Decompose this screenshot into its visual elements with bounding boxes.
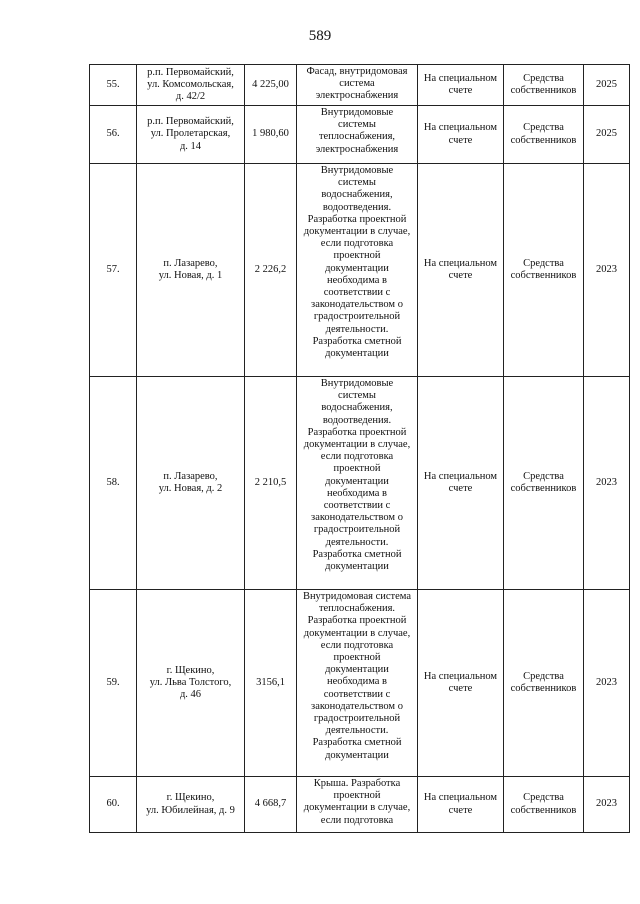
source-line: Средства — [523, 792, 564, 804]
address-line: ул. Комсомольская, — [147, 78, 234, 90]
work-line: Крыша. Разработка — [313, 778, 401, 789]
source-line: собственников — [510, 804, 577, 816]
account-cell — [418, 65, 504, 106]
account-line: На специальном — [423, 470, 498, 482]
area-cell: 2 226,2 — [245, 164, 297, 377]
address-line: д. 42/2 — [175, 91, 206, 103]
row-number-cell: 57. — [90, 164, 137, 377]
work-line: если подготовка — [320, 814, 394, 826]
work-line: Разработка проектной — [307, 426, 407, 438]
account-line: На специальном — [423, 792, 498, 804]
account-cell — [418, 164, 504, 377]
work-line: документации — [325, 262, 389, 274]
address-line: п. Лазарево, — [163, 470, 218, 482]
address-line: ул. Льва Толстого, — [149, 676, 232, 688]
source-line: собственников — [510, 85, 577, 96]
work-line: необходима в — [326, 676, 388, 688]
area-cell: 3156,1 — [245, 590, 297, 777]
year-cell: 2023 — [584, 777, 630, 833]
address-line: д. 14 — [179, 140, 202, 152]
funding-source-cell — [504, 377, 584, 590]
address-line: г. Щекино, — [166, 792, 215, 804]
work-line: Фасад, внутридомовая — [306, 66, 408, 77]
account-cell — [418, 377, 504, 590]
account-cell — [418, 106, 504, 164]
work-line: документации — [325, 475, 389, 487]
work-line: документации в случае, — [303, 802, 411, 814]
work-line: законодательством о — [311, 299, 403, 311]
address-line: ул. Пролетарская, — [150, 128, 231, 140]
work-line: системы — [338, 119, 376, 131]
table-row — [90, 777, 630, 833]
table-row — [90, 377, 630, 590]
work-line: электроснабжения — [315, 143, 399, 155]
table-row — [90, 106, 630, 164]
account-line: счете — [448, 270, 473, 281]
work-type-cell — [297, 777, 418, 833]
work-type-cell — [297, 377, 418, 590]
address-cell — [137, 777, 245, 833]
work-line: градостроительной — [313, 311, 401, 323]
account-cell — [418, 590, 504, 777]
source-line: собственников — [510, 483, 577, 494]
address-cell — [137, 164, 245, 377]
work-line: градостроительной — [313, 713, 401, 725]
area-cell: 4 225,00 — [245, 65, 297, 106]
work-line: если подготовка — [320, 639, 394, 651]
address-line: р.п. Первомайский, — [147, 116, 234, 128]
table-row — [90, 65, 630, 106]
account-line: На специальном — [423, 257, 498, 269]
area-cell: 2 210,5 — [245, 377, 297, 590]
funding-source-cell — [504, 590, 584, 777]
address-cell — [137, 590, 245, 777]
year-cell: 2025 — [584, 65, 630, 106]
work-line: деятельности. — [325, 725, 389, 737]
work-line: законодательством о — [311, 512, 403, 524]
repair-schedule-table — [89, 64, 630, 833]
account-line: На специальном — [423, 122, 498, 134]
work-line: проектной — [333, 652, 381, 664]
work-line: документации в случае, — [303, 439, 411, 451]
work-line: необходима в — [326, 487, 388, 499]
work-line: Разработка сметной — [312, 548, 402, 560]
account-cell — [418, 777, 504, 833]
address-line: ул. Новая, д. 1 — [158, 270, 223, 281]
address-line: п. Лазарево, — [163, 257, 218, 269]
work-line: водоотведения. — [322, 201, 392, 213]
work-type-cell — [297, 65, 418, 106]
account-line: счете — [448, 804, 473, 816]
row-number-cell: 58. — [90, 377, 137, 590]
address-line: р.п. Первомайский, — [147, 66, 234, 78]
source-line: собственников — [510, 134, 577, 146]
work-line: системы — [338, 177, 376, 189]
work-line: Внутридомовые — [320, 165, 394, 176]
work-line: законодательством о — [311, 700, 403, 712]
page-number: 589 — [308, 28, 332, 44]
work-line: деятельности. — [325, 536, 389, 548]
account-line: счете — [448, 483, 473, 494]
account-line: На специальном — [423, 72, 498, 84]
work-line: теплоснабжения, — [318, 131, 396, 143]
work-line: теплоснабжения. — [318, 603, 396, 615]
work-line: водоснабжения, — [321, 189, 393, 201]
work-line: необходима в — [326, 274, 388, 286]
address-cell — [137, 65, 245, 106]
year-cell: 2023 — [584, 377, 630, 590]
work-line: проектной — [333, 250, 381, 262]
account-line: счете — [448, 85, 473, 96]
year-cell: 2023 — [584, 590, 630, 777]
work-type-cell — [297, 106, 418, 164]
work-line: документации — [325, 561, 389, 573]
work-line: Разработка проектной — [307, 213, 407, 225]
source-line: Средства — [523, 670, 564, 682]
row-number-cell: 59. — [90, 590, 137, 777]
work-line: проектной — [333, 790, 381, 802]
work-line: Внутридомовые — [320, 378, 394, 389]
source-line: Средства — [523, 257, 564, 269]
work-line: система — [339, 78, 375, 90]
work-line: Разработка проектной — [307, 615, 407, 627]
account-line: счете — [448, 134, 473, 146]
work-line: Разработка сметной — [312, 335, 402, 347]
funding-source-cell — [504, 777, 584, 833]
work-line: Внутридомовые — [320, 107, 394, 118]
source-line: собственников — [510, 683, 577, 694]
work-type-cell — [297, 590, 418, 777]
work-line: документации — [325, 664, 389, 676]
row-number-cell: 56. — [90, 106, 137, 164]
source-line: Средства — [523, 470, 564, 482]
work-line: системы — [338, 390, 376, 402]
work-line: документации — [325, 749, 389, 761]
address-line: г. Щекино, — [166, 664, 215, 676]
source-line: Средства — [523, 72, 564, 84]
funding-source-cell — [504, 65, 584, 106]
year-cell: 2025 — [584, 106, 630, 164]
work-line: Разработка сметной — [312, 737, 402, 749]
work-line: соответствии с — [323, 688, 391, 700]
area-cell: 4 668,7 — [245, 777, 297, 833]
work-line: если подготовка — [320, 451, 394, 463]
work-type-cell — [297, 164, 418, 377]
row-number-cell: 55. — [90, 65, 137, 106]
address-line: д. 46 — [179, 689, 202, 701]
address-line: ул. Юбилейная, д. 9 — [146, 804, 235, 816]
table-row — [90, 164, 630, 377]
work-line: документации — [325, 348, 389, 360]
work-line: водоотведения. — [322, 414, 392, 426]
address-cell — [137, 377, 245, 590]
source-line: Средства — [523, 122, 564, 134]
address-line: ул. Новая, д. 2 — [158, 483, 223, 494]
account-line: На специальном — [423, 670, 498, 682]
account-line: счете — [448, 683, 473, 694]
work-line: градостроительной — [313, 524, 401, 536]
work-line: Внутридомовая система — [302, 591, 412, 602]
year-cell: 2023 — [584, 164, 630, 377]
work-line: соответствии с — [323, 500, 391, 512]
area-cell: 1 980,60 — [245, 106, 297, 164]
work-line: если подготовка — [320, 238, 394, 250]
row-number-cell: 60. — [90, 777, 137, 833]
funding-source-cell — [504, 164, 584, 377]
funding-source-cell — [504, 106, 584, 164]
table-row — [90, 590, 630, 777]
work-line: документации в случае, — [303, 627, 411, 639]
source-line: собственников — [510, 270, 577, 281]
work-line: соответствии с — [323, 287, 391, 299]
work-line: водоснабжения, — [321, 402, 393, 414]
work-line: документации в случае, — [303, 226, 411, 238]
address-cell — [137, 106, 245, 164]
work-line: проектной — [333, 463, 381, 475]
work-line: электроснабжения — [315, 90, 399, 102]
work-line: деятельности. — [325, 323, 389, 335]
